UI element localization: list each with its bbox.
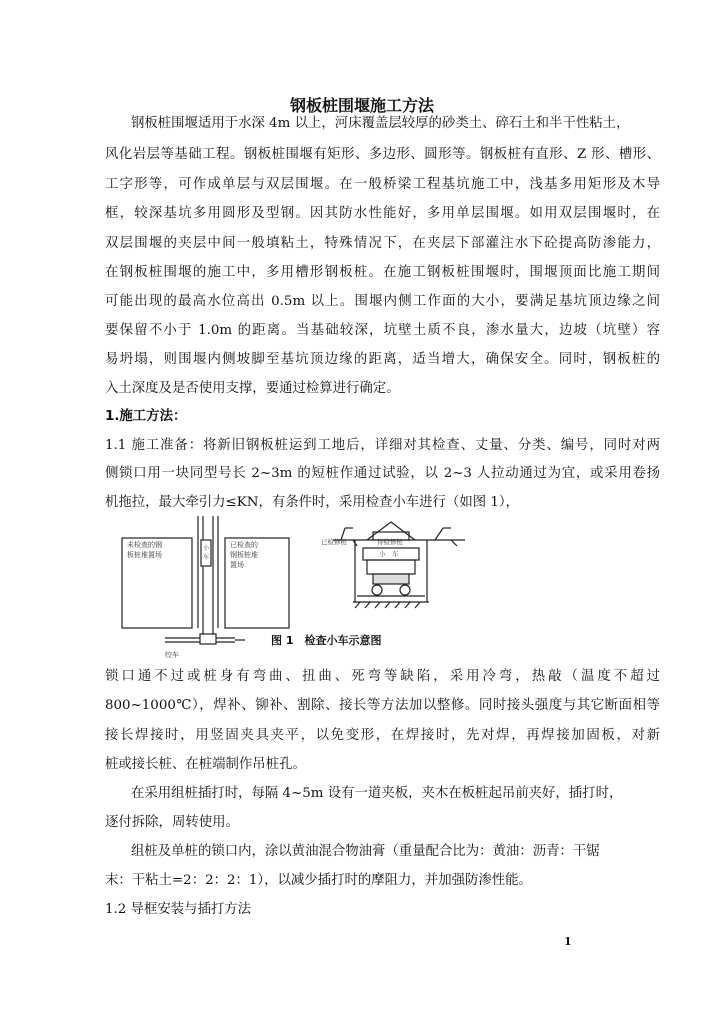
paragraph-line: 侧锁口用一块同型号长 2~3m 的短桩作通过试验，以 2~3 人拉动通过为宜，或采用卷扬 — [105, 466, 660, 481]
paragraph-line: 风化岩层等基础工程。钢板桩围堰有矩形、多边形、圆形等。钢板桩有直形、Z 形、槽形、 — [105, 147, 660, 162]
document-title: 钢板桩围堰施工方法 — [289, 96, 434, 115]
paragraph-line: 框，较深基坑多用圆形及型钢。因其防水性能好，多用单层围堰。如用双层围堰时，在 — [105, 206, 660, 221]
right-box-label-1: 已检查的 — [230, 541, 258, 549]
paragraph-line: 工字形等，可作成单层与双层围堰。在一般桥梁工程基坑施工中，浅基多用矩形及木导 — [105, 177, 660, 192]
winch-label: 绞车 — [165, 651, 179, 659]
winch-symbol — [200, 634, 216, 644]
paragraph-line: 末：干粘土=2：2：2：1），以减少插打时的摩阻力，并加强防渗性能。 — [105, 873, 532, 888]
paragraph-line: 逐付拆除，周转使用。 — [105, 815, 239, 830]
section-heading: 1.施工方法： — [105, 409, 187, 424]
paragraph-line: 在钢板桩围堰的施工中，多用槽形钢板桩。在施工钢板桩围堰时，围堰顶面比施工期间 — [105, 265, 660, 280]
left-box-label-1: 未检查的钢 — [127, 541, 162, 549]
paragraph-line: 桩或接长桩、在桩端制作吊桩孔。 — [105, 757, 306, 772]
cart-label-top: 待检修桩 — [377, 538, 403, 546]
paragraph-line: 双层围堰的夹层中间一般填粘土，特殊情况下，在夹层下部灌注水下砼提高防渗能力， — [105, 236, 660, 251]
paragraph-line: 钢板桩围堰适用于水深 4m 以上，河床覆盖层较厚的砂类土、碎石土和半干性粘土， — [131, 116, 630, 131]
paragraph-line: 锁口通不过或桩身有弯曲、扭曲、死弯等缺陷，采用冷弯，热敲（温度不超过 — [105, 669, 660, 684]
figure-caption: 图 1 检查小车示意图 — [271, 634, 382, 647]
cart-label-left: 已检修桩 — [321, 538, 347, 546]
cart-label-body: 小 车 — [379, 550, 399, 558]
paragraph-line: 机拖拉，最大牵引力≤KN，有条件时，采用检查小车进行（如图 1）， — [105, 495, 519, 510]
left-box-label-2: 板桩堆置场 — [127, 551, 162, 559]
paragraph-line: 在采用组桩插打时，每隔 4~5m 设有一道夹板，夹木在板桩起吊前夹好，插打时， — [131, 786, 623, 801]
track-label-2: 车 — [203, 554, 210, 561]
paragraph-line: 接长焊接时，用竖固夹具夹平，以免变形，在焊接时，先对焊，再焊接加固板，对新 — [105, 728, 660, 743]
right-box-label-3: 置场 — [230, 561, 244, 569]
paragraph-line: 要保留不小于 1.0m 的距离。当基础较深，坑壁土质不良，渗水量大，边坡（坑壁）容 — [105, 323, 660, 338]
paragraph-line: 800~1000℃），焊补、铆补、割除、接长等方法加以整修。同时接头强度与其它断面相等 — [105, 698, 660, 713]
paragraph-line: 可能出现的最高水位高出 0.5m 以上。围堰内侧工作面的大小，要满足基坑顶边缘之间 — [105, 294, 660, 309]
paragraph-line: 易坍塌，则围堰内侧坡脚至基坑顶边缘的距离，适当增大，确保安全。同时，钢板桩的 — [105, 352, 660, 367]
figure-1 — [105, 510, 660, 660]
section-heading: 1.2 导框安装与插打方法 — [105, 902, 252, 917]
right-box-label-2: 钢板桩堆 — [230, 551, 258, 559]
paragraph-line: 1.1 施工准备：将新旧钢板桩运到工地后，详细对其检查、丈量、分类、编号，同时对两 — [105, 438, 660, 453]
track-label-1: 小 — [203, 545, 210, 552]
page-number: 1 — [564, 935, 572, 948]
paragraph-line: 入土深度及是否使用支撑，要通过检算进行确定。 — [105, 381, 400, 396]
paragraph-line: 组桩及单桩的锁口内，涂以黄油混合物油膏（重量配合比为：黄油：沥青：干锯 — [131, 844, 600, 859]
